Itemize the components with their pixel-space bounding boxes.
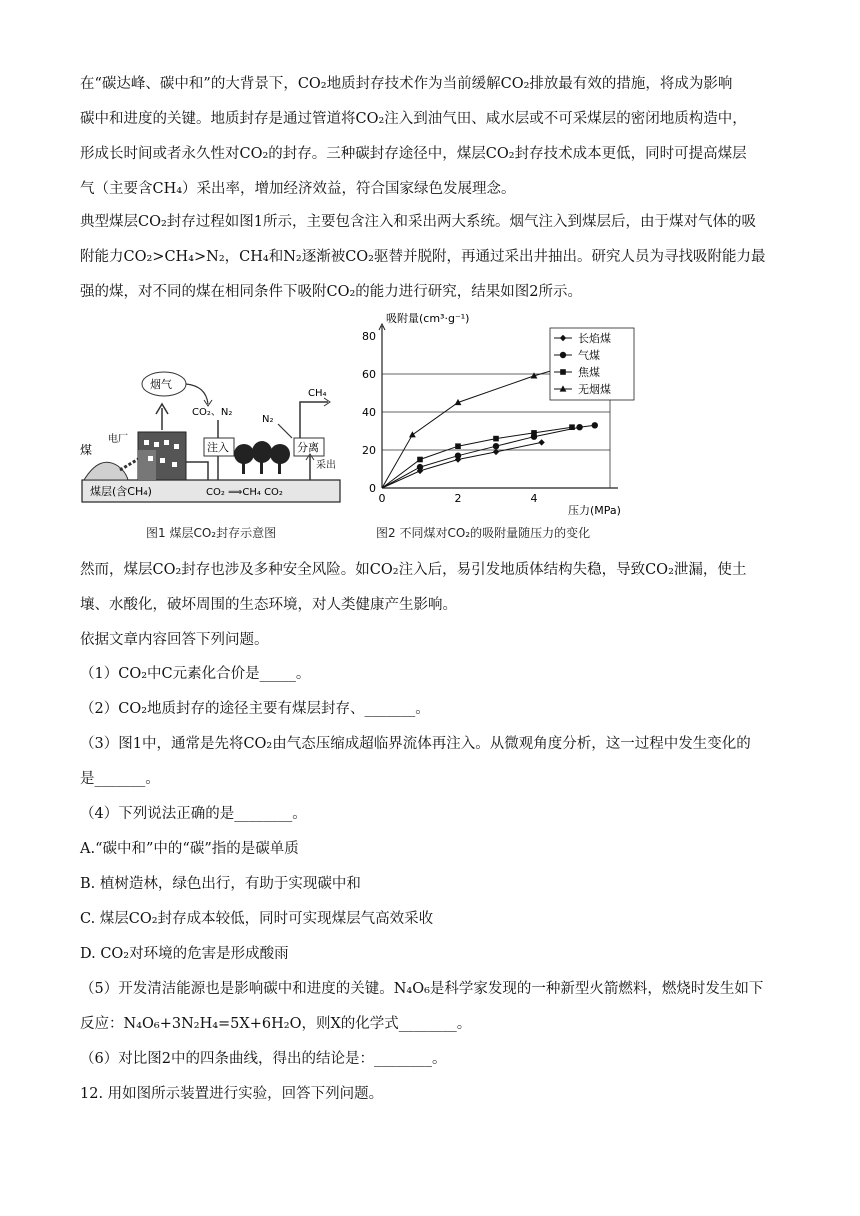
figure-1-diagram	[78, 362, 348, 512]
legend-label: 焦煤	[578, 366, 600, 379]
y-tick-label: 60	[362, 368, 376, 381]
reaction-label: CO₂ ⟹CH₄ CO₂	[206, 487, 283, 498]
data-point	[455, 443, 461, 449]
text-line: 碳中和进度的关键。地质封存是通过管道将CO₂注入到油气田、咸水层或不可采煤层的密闭地质构造中，	[80, 111, 747, 127]
text-line: 壤、水酸化，破坏周围的生态环境，对人类健康产生影响。	[80, 597, 457, 613]
coal-label: 煤	[80, 443, 93, 457]
y-tick-label: 0	[369, 482, 376, 495]
x-tick-label: 2	[454, 492, 462, 505]
data-point	[409, 431, 416, 437]
question-2: （2）CO₂地质封存的途径主要有煤层封存、_______。	[80, 701, 430, 717]
data-point	[417, 464, 423, 470]
question-12: 12. 用如图所示装置进行实验，回答下列问题。	[80, 1086, 384, 1102]
question-5-cont: 反应：N₄O₆+3N₂H₄=5X+6H₂O，则X的化学式________。	[80, 1016, 472, 1032]
question-6: （6）对比图2中的四条曲线，得出的结论是：________。	[80, 1051, 447, 1067]
smoke-label: 烟气	[150, 378, 172, 391]
data-point	[560, 352, 566, 358]
y-tick-label: 80	[362, 330, 376, 343]
seam-label: 煤层(含CH₄)	[90, 485, 152, 498]
co2n2-label: CO₂、N₂	[192, 407, 233, 418]
legend-label: 气煤	[578, 349, 600, 362]
option-c: C. 煤层CO₂封存成本较低，同时可实现煤层气高效采收	[80, 911, 434, 927]
x-tick-label: 0	[378, 492, 386, 505]
data-point	[493, 443, 499, 449]
extract-label: 采出	[316, 460, 336, 471]
legend-label: 长焰煤	[578, 332, 611, 345]
data-point	[455, 453, 461, 459]
n2-label: N₂	[262, 414, 274, 425]
series-line	[382, 442, 542, 488]
question-3-cont: 是_______。	[80, 771, 160, 787]
text-line: 强的煤，对不同的煤在相同条件下吸附CO₂的能力进行研究，结果如图2所示。	[80, 284, 583, 300]
x-axis-label: 压力(MPa)	[568, 504, 621, 517]
data-point	[531, 430, 537, 436]
text-line: 附能力CO₂>CH₄>N₂，CH₄和N₂逐渐被CO₂驱替并脱附，再通过采出井抽出。研究人员为寻找吸附能力最	[80, 249, 766, 265]
figure-2-caption: 图2 不同煤对CO₂的吸附量随压力的变化	[376, 526, 591, 540]
figure-1-caption: 图1 煤层CO₂封存示意图	[146, 526, 277, 540]
data-point	[576, 424, 582, 430]
ch4-label: CH₄	[308, 388, 327, 399]
question-5: （5）开发清洁能源也是影响碳中和进度的关键。N₄O₆是科学家发现的一种新型火箭燃料，燃烧时发生如下	[80, 981, 764, 997]
y-axis-label: 吸附量(cm³·g⁻¹)	[386, 312, 470, 325]
plant-label: 电厂	[108, 434, 128, 445]
question-1: （1）CO₂中C元素化合价是_____。	[80, 666, 311, 682]
data-point	[493, 436, 499, 442]
question-4: （4）下列说法正确的是________。	[80, 806, 307, 822]
separate-label: 分离	[297, 441, 319, 454]
text-line: 在“碳达峰、碳中和”的大背景下，CO₂地质封存技术作为当前缓解CO₂排放最有效的措施，将成为影响	[80, 76, 733, 92]
x-tick-label: 4	[530, 492, 538, 505]
data-point	[538, 439, 544, 445]
option-b: B. 植树造林，绿色出行，有助于实现碳中和	[80, 876, 361, 892]
text-line: 依据文章内容回答下列问题。	[80, 632, 269, 648]
option-d: D. CO₂对环境的危害是形成酸雨	[80, 946, 289, 962]
text-line: 形成长时间或者永久性对CO₂的封存。三种碳封存途径中，煤层CO₂封存技术成本更低，同时可提高煤层	[80, 146, 747, 162]
inject-label: 注入	[207, 441, 229, 454]
text-line: 气（主要含CH₄）采出率，增加经济效益，符合国家绿色发展理念。	[80, 181, 516, 197]
legend-label: 无烟煤	[578, 383, 611, 396]
y-tick-label: 20	[362, 444, 376, 457]
data-point	[569, 424, 575, 430]
option-a: A.“碳中和”中的“碳”指的是碳单质	[80, 841, 299, 857]
data-point	[417, 457, 423, 463]
text-line: 典型煤层CO₂封存过程如图1所示，主要包含注入和采出两大系统。烟气注入到煤层后，由于煤对气体的吸	[80, 214, 757, 230]
y-tick-label: 40	[362, 406, 376, 419]
text-line: 然而，煤层CO₂封存也涉及多种安全风险。如CO₂注入后，易引发地质体结构失稳，导致CO₂泄漏，使土	[80, 562, 747, 578]
figure-2-chart	[340, 308, 640, 523]
question-3: （3）图1中，通常是先将CO₂由气态压缩成超临界流体再注入。从微观角度分析，这一过程中发生变化的	[80, 736, 751, 752]
data-point	[592, 422, 598, 428]
data-point	[560, 369, 566, 375]
